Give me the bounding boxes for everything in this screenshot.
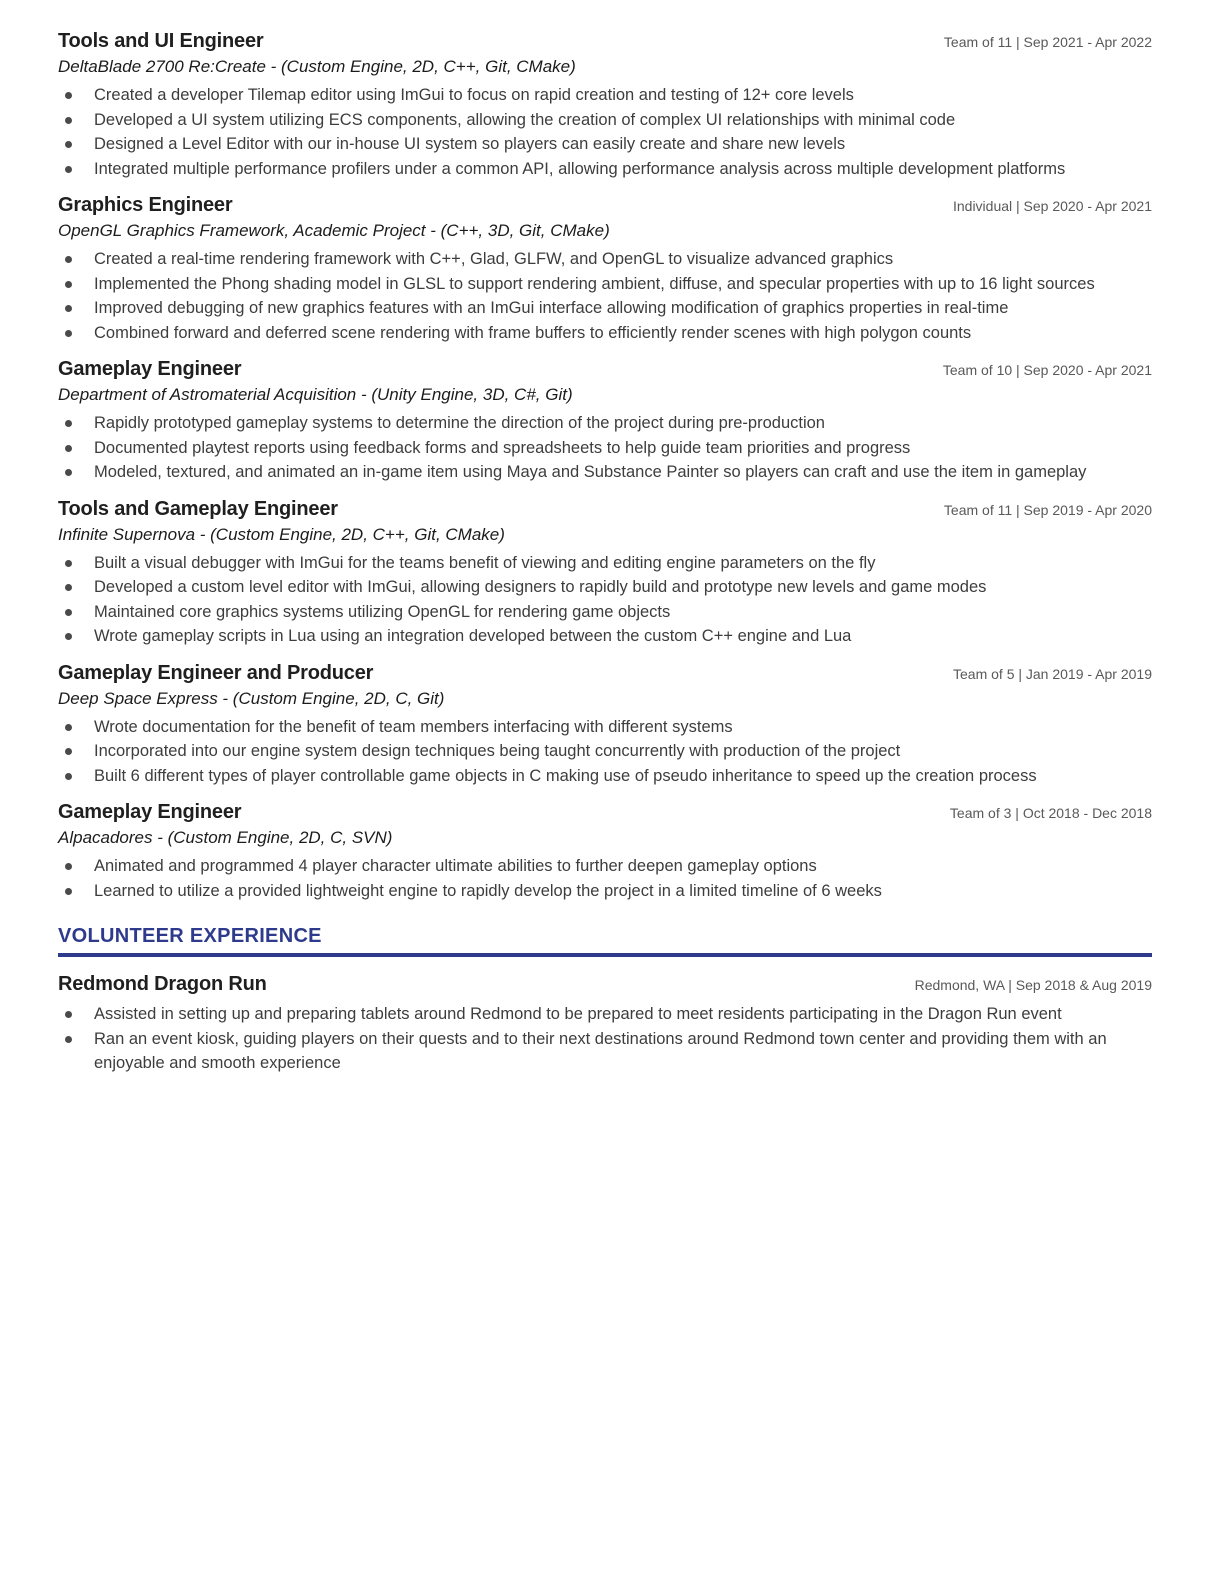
entry-header <box>58 973 1152 996</box>
bullet-item: Implemented the Phong shading model in GLSL to support rendering ambient, diffuse, and specular properties with up to 16 light sources <box>58 272 1152 297</box>
bullet-item: Wrote gameplay scripts in Lua using an integration developed between the custom C++ engine and Lua <box>58 624 1152 649</box>
entry-meta: Team of 3 | Oct 2018 - Dec 2018 <box>949 805 1152 821</box>
bullet-item: Developed a UI system utilizing ECS components, allowing the creation of complex UI relationships with minimal code <box>58 108 1152 133</box>
bullet-item: Integrated multiple performance profilers under a common API, allowing performance analysis across multiple development platforms <box>58 157 1152 182</box>
bullet-item: Animated and programmed 4 player character ultimate abilities to further deepen gameplay options <box>58 854 1152 879</box>
experience-entry <box>58 801 1152 903</box>
entry-header <box>58 30 1152 53</box>
entry-meta: Team of 11 | Sep 2019 - Apr 2020 <box>943 501 1152 518</box>
bullet-list <box>58 1002 1152 1076</box>
experience-entry <box>58 30 1152 181</box>
bullet-list <box>58 551 1152 649</box>
bullet-item: Ran an event kiosk, guiding players on their quests and to their next destinations around Redmond town center and providing them with an enjoyable and smooth experience <box>58 1027 1152 1076</box>
experience-entry <box>58 194 1152 345</box>
job-title: Tools and Gameplay Engineer <box>58 497 338 520</box>
job-title: Gameplay Engineer <box>58 358 242 380</box>
bullet-item: Rapidly prototyped gameplay systems to determine the direction of the project during pre-production <box>58 411 1152 436</box>
bullet-item: Learned to utilize a provided lightweight engine to rapidly develop the project in a limited timeline of 6 weeks <box>58 879 1152 904</box>
entry-header <box>58 801 1152 824</box>
entry-meta: Team of 5 | Jan 2019 - Apr 2019 <box>953 665 1152 682</box>
entry-header <box>58 194 1152 217</box>
bullet-list <box>58 247 1152 345</box>
bullet-item: Assisted in setting up and preparing tablets around Redmond to be prepared to meet residents participating in the Dragon Run event <box>58 1002 1152 1027</box>
job-title: Redmond Dragon Run <box>58 973 267 995</box>
bullet-item: Modeled, textured, and animated an in-game item using Maya and Substance Painter so players can craft and use the item in gameplay <box>58 460 1152 485</box>
section-divider <box>58 953 1152 957</box>
bullet-item: Documented playtest reports using feedback forms and spreadsheets to help guide team priorities and progress <box>58 436 1152 461</box>
bullet-list <box>58 83 1152 181</box>
experience-entry <box>58 498 1152 649</box>
experience-entry <box>58 358 1152 485</box>
entry-meta: Individual | Sep 2020 - Apr 2021 <box>952 198 1152 214</box>
bullet-item: Created a real-time rendering framework with C++, Glad, GLFW, and OpenGL to visualize advanced graphics <box>58 247 1152 272</box>
bullet-item: Created a developer Tilemap editor using ImGui to focus on rapid creation and testing of 12+ core levels <box>58 83 1152 108</box>
bullet-list <box>58 411 1152 485</box>
entry-meta: Team of 11 | Sep 2021 - Apr 2022 <box>943 34 1152 50</box>
bullet-item: Developed a custom level editor with ImGui, allowing designers to rapidly build and prototype new levels and game modes <box>58 575 1152 600</box>
experience-list <box>58 30 1152 903</box>
project-subtitle: DeltaBlade 2700 Re:Create - (Custom Engine, 2D, C++, Git, CMake) <box>58 57 576 76</box>
volunteer-section <box>58 925 1152 1076</box>
volunteer-list <box>58 973 1152 1076</box>
experience-entry <box>58 973 1152 1076</box>
bullet-item: Combined forward and deferred scene rendering with frame buffers to efficiently render scenes with high polygon counts <box>58 321 1152 346</box>
bullet-item: Designed a Level Editor with our in-house UI system so players can easily create and share new levels <box>58 132 1152 157</box>
entry-meta: Redmond, WA | Sep 2018 & Aug 2019 <box>914 977 1152 993</box>
bullet-item: Improved debugging of new graphics features with an ImGui interface allowing modification of graphics properties in real-time <box>58 296 1152 321</box>
project-subtitle: Infinite Supernova - (Custom Engine, 2D, C++, Git, CMake) <box>58 524 505 544</box>
bullet-item: Incorporated into our engine system design techniques being taught concurrently with production of the project <box>58 739 1152 764</box>
project-subtitle: OpenGL Graphics Framework, Academic Project - (C++, 3D, Git, CMake) <box>58 221 610 240</box>
bullet-item: Maintained core graphics systems utilizing OpenGL for rendering game objects <box>58 600 1152 625</box>
volunteer-heading: VOLUNTEER EXPERIENCE <box>58 925 322 947</box>
bullet-item: Built a visual debugger with ImGui for the teams benefit of viewing and editing engine parameters on the fly <box>58 551 1152 576</box>
bullet-item: Wrote documentation for the benefit of team members interfacing with different systems <box>58 715 1152 740</box>
project-subtitle: Department of Astromaterial Acquisition - (Unity Engine, 3D, C#, Git) <box>58 385 573 404</box>
entry-header <box>58 498 1152 521</box>
job-title: Gameplay Engineer <box>58 801 242 823</box>
project-subtitle: Alpacadores - (Custom Engine, 2D, C, SVN) <box>58 828 393 847</box>
project-subtitle: Deep Space Express - (Custom Engine, 2D, C, Git) <box>58 688 445 708</box>
entry-header <box>58 358 1152 381</box>
entry-meta: Team of 10 | Sep 2020 - Apr 2021 <box>942 362 1152 378</box>
bullet-list <box>58 715 1152 789</box>
job-title: Tools and UI Engineer <box>58 30 264 52</box>
bullet-item: Built 6 different types of player controllable game objects in C making use of pseudo inheritance to speed up the creation process <box>58 764 1152 789</box>
job-title: Gameplay Engineer and Producer <box>58 661 374 684</box>
bullet-list <box>58 854 1152 903</box>
job-title: Graphics Engineer <box>58 194 233 216</box>
entry-header <box>58 662 1152 685</box>
experience-entry <box>58 662 1152 789</box>
